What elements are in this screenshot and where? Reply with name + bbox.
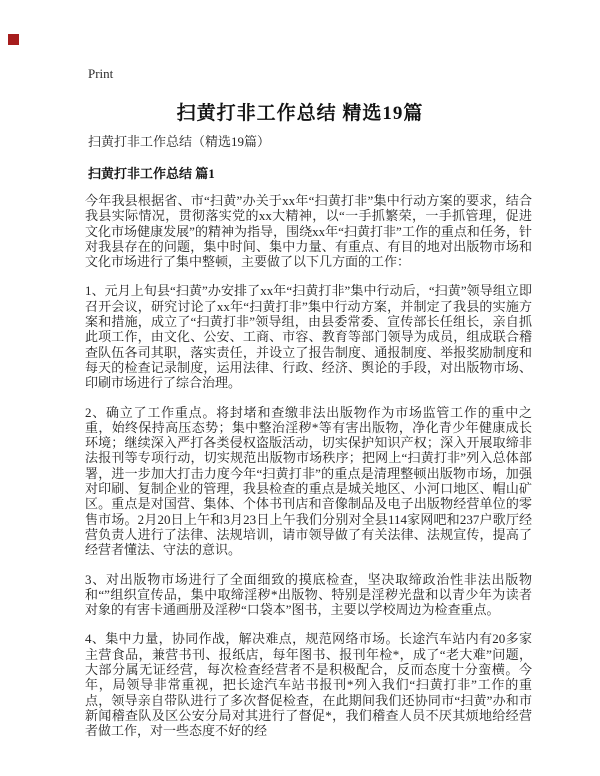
paragraph-item-3: 3、对出版物市场进行了全面细致的摸底检查，坚决取缔政治性非法出版物和“”组织宣传品，集中取缔淫秽*出版物、特别是淫秽光盘和以青少年为读者对象的有害卡通画册及淫秽“口袋本”图书，主要以学校周边为检查重点。 — [85, 571, 532, 618]
page-title: 扫黄打非工作总结 精选19篇 — [176, 103, 424, 124]
paragraph-item-1: 1、元月上旬县“扫黄”办安排了xx年“扫黄打非”集中行动后，“扫黄”领导组立即召开会议，研究讨论了xx年“扫黄打非”集中行动方案，并制定了我县的实施方案和措施，成立了“扫黄打非”领导组，由县委常委、宣传部长任组长，亲自抓此项工作，由文化、公安、工商、市容、教育等部门领导为成员，组成联合稽查队伍各司其职，落实责任，并设立了报告制度、通报制度、举报奖励制度和每天的检查记录制度，运用法律、行政、经济、舆论的手段，对出版物市场、印刷市场进行了综合治理。 — [85, 283, 532, 391]
print-button[interactable]: Print — [88, 66, 114, 81]
document-subtitle: 扫黄打非工作总结（精选19篇） — [88, 134, 271, 149]
paragraph-item-2: 2、确立了工作重点。将封堵和查缴非法出版物作为市场监管工作的重中之重，始终保持高压态势；集中整治淫秽*等有害出版物，净化青少年健康成长环境；继续深入严打各类侵权盗版活动，切实保护知识产权；深入开展取缔非法报刊等专项行动，切实规范出版物市场秩序；把网上“扫黄打非”列入总体部署，进一步加大打击力度今年“扫黄打非”的重点是清理整顿出版物市场，加强对印刷、复制企业的管理，我县检查的重点是城关地区、小河口地区、帽山矿区。重点是对国营、集体、个体书刊店和音像制品及电子出版物经营单位的零售市场。2月20日上午和3月23日上午我们分别对全县114家网吧和237户歌厅经营负责人进行了法律、法规培训，请市领导做了有关法律、法规宣传，提高了经营者懂法、守法的意识。 — [85, 404, 532, 558]
paragraph-item-4: 4、集中力量，协同作战，解决难点，规范网络市场。长途汽车站内有20多家主营食品，兼营书刊、报纸店，每年图书、报刊年检*，成了“老大难”问题，大部分属无证经营，每次检查经营者不是积极配合，反而态度十分蛮横。今年，局领导非常重视，把长途汽车站书报刊*列入我们“扫黄打非”工作的重点，领导亲自带队进行了多次督促检查，在此期间我们还协同市“扫黄”办和市新闻稽查队及区公安分局对其进行了督促*，我们稽查人员不厌其烦地给经营者做工作，对一些态度不好的经 — [85, 631, 532, 739]
red-square-marker-icon — [8, 34, 19, 45]
paragraph-intro: 今年我县根据省、市“扫黄”办关于xx年“扫黄打非”集中行动方案的要求，结合我县实际情况，贯彻落实党的xx大精神，以“一手抓繁荣，一手抓管理，促进文化市场健康发展”的精神为指导，围绕xx年“扫黄打非”工作的重点和任务，针对我县存在的问题，集中时间、集中力量、有重点、有目的地对出版物市场和文化市场进行了集中整顿，主要做了以下几方面的工作： — [85, 193, 532, 270]
document-content — [85, 131, 532, 753]
section-heading: 扫黄打非工作总结 篇1 — [88, 166, 215, 181]
